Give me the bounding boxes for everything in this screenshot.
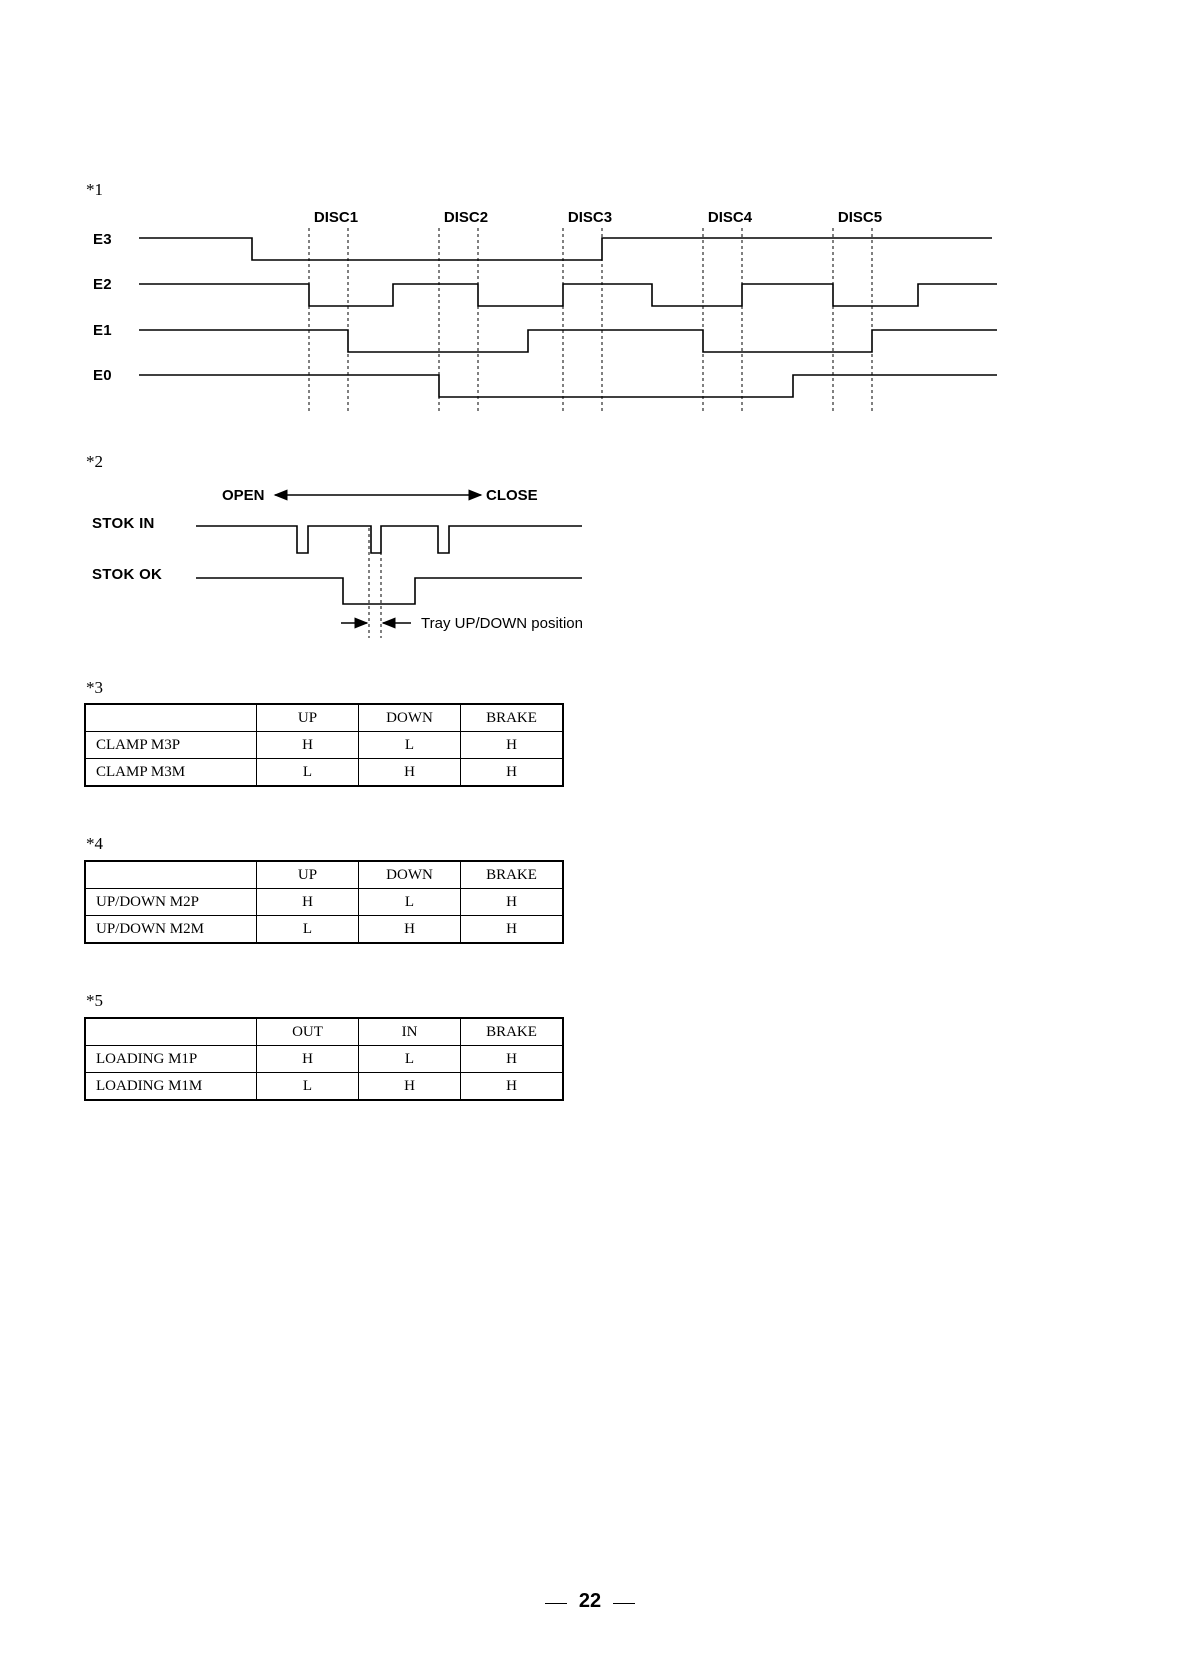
table-header-row	[85, 1018, 563, 1046]
table-cell: L	[359, 889, 461, 916]
header-cell-blank	[85, 704, 257, 732]
table-cell: H	[359, 1073, 461, 1101]
open-label: OPEN	[222, 487, 265, 504]
header-cell: DOWN	[359, 861, 461, 889]
table-row	[85, 889, 563, 916]
table-cell: L	[359, 1046, 461, 1073]
header-cell: BRAKE	[461, 704, 564, 732]
signal-label-e0: E0	[93, 367, 112, 384]
disc-label-2: DISC2	[443, 209, 489, 226]
table-cell: L	[359, 732, 461, 759]
table-row	[85, 916, 563, 944]
signal-label-stok-ok: STOK OK	[92, 566, 163, 583]
disc-label-1: DISC1	[313, 209, 359, 226]
row-label: CLAMP M3M	[85, 759, 257, 787]
signal-label-e3: E3	[93, 231, 112, 248]
table-cell: H	[257, 732, 359, 759]
table-row	[85, 1046, 563, 1073]
table-row	[85, 732, 563, 759]
e0-waveform	[139, 375, 997, 397]
e2-waveform	[139, 284, 997, 306]
table-cell: L	[257, 1073, 359, 1101]
tray-position-label: Tray UP/DOWN position	[421, 615, 583, 632]
stok-ok-waveform	[196, 578, 582, 604]
close-label: CLOSE	[486, 487, 538, 504]
page-number: 22	[578, 1590, 602, 1612]
disc-guide-lines	[309, 228, 872, 412]
header-cell: BRAKE	[461, 1018, 564, 1046]
table-cell: H	[359, 759, 461, 787]
stok-in-waveform	[196, 526, 582, 553]
table-cell: L	[257, 916, 359, 944]
signal-label-e2: E2	[93, 276, 112, 293]
table-cell: H	[461, 889, 564, 916]
signal-label-stok-in: STOK IN	[92, 515, 155, 532]
signal-label-e1: E1	[93, 322, 112, 339]
header-cell: BRAKE	[461, 861, 564, 889]
table-cell: H	[257, 889, 359, 916]
table4-note: *4	[86, 834, 103, 853]
fig1-timing-diagram	[0, 0, 1179, 420]
table-cell: H	[257, 1046, 359, 1073]
disc-label-5: DISC5	[837, 209, 883, 226]
table-header-row	[85, 704, 563, 732]
header-cell: UP	[257, 861, 359, 889]
table5-note: *5	[86, 991, 103, 1010]
header-cell: OUT	[257, 1018, 359, 1046]
row-label: UP/DOWN M2M	[85, 916, 257, 944]
header-cell: UP	[257, 704, 359, 732]
fig2-timing-diagram	[0, 470, 700, 650]
e3-waveform	[139, 238, 992, 260]
row-label: LOADING M1M	[85, 1073, 257, 1101]
disc-label-4: DISC4	[707, 209, 753, 226]
row-label: CLAMP M3P	[85, 732, 257, 759]
row-label: LOADING M1P	[85, 1046, 257, 1073]
fig1-note: *1	[86, 180, 103, 199]
e1-waveform	[139, 330, 997, 352]
header-cell-blank	[85, 1018, 257, 1046]
header-cell: IN	[359, 1018, 461, 1046]
loading-truth-table	[84, 1017, 564, 1101]
table-cell: H	[461, 1046, 564, 1073]
header-cell-blank	[85, 861, 257, 889]
table-cell: H	[461, 759, 564, 787]
table-header-row	[85, 861, 563, 889]
table-cell: L	[257, 759, 359, 787]
disc-label-3: DISC3	[567, 209, 613, 226]
table3-note: *3	[86, 678, 103, 697]
table-cell: H	[359, 916, 461, 944]
updown-truth-table	[84, 860, 564, 944]
page-footer	[545, 1590, 635, 1616]
table-cell: H	[461, 916, 564, 944]
table-cell: H	[461, 1073, 564, 1101]
fig2-note: *2	[86, 452, 103, 471]
page-number-dash-right	[613, 1603, 635, 1604]
clamp-truth-table	[84, 703, 564, 787]
table-cell: H	[461, 732, 564, 759]
table-row	[85, 1073, 563, 1101]
row-label: UP/DOWN M2P	[85, 889, 257, 916]
header-cell: DOWN	[359, 704, 461, 732]
table-row	[85, 759, 563, 787]
page-number-dash-left	[545, 1603, 567, 1604]
